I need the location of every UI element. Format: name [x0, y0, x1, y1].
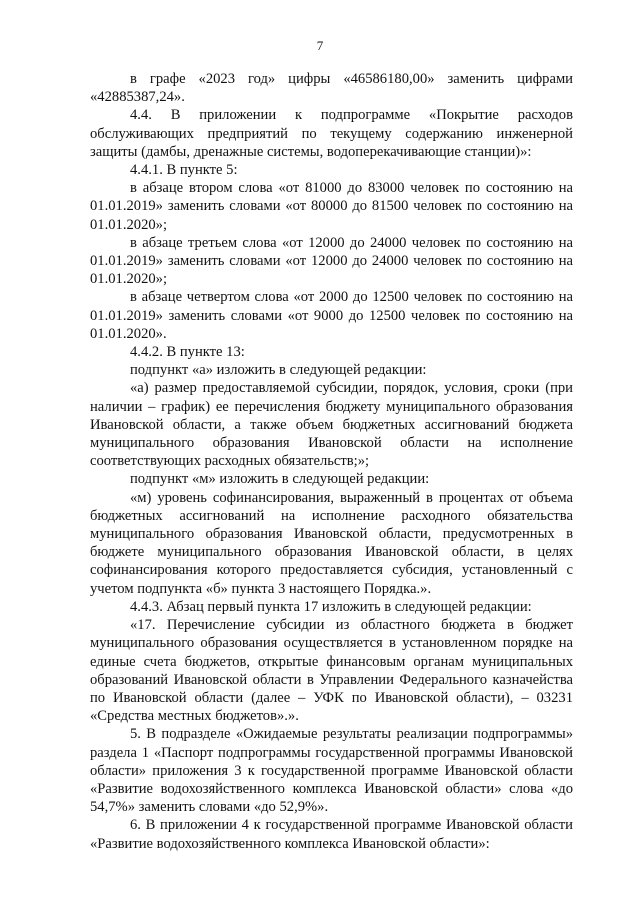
- paragraph: 4.4.2. В пункте 13:: [130, 344, 245, 361]
- paragraph: 4.4.1. В пункте 5:: [130, 162, 238, 179]
- paragraph: «а) размер предоставляемой субсидии, порядок, условия, сроки (при наличии – график) ее перечисления бюджету муниципального образования Ивановской области, а также объем бюджетных ассигнований бюджета муниципального образования Ивановской области на исполнение соответствующих расходных обязательств;»;: [90, 380, 573, 470]
- paragraph: в абзаце третьем слова «от 12000 до 24000 человек по состоянию на 01.01.2019» заменить словами «от 12000 до 24000 человек по состоянию на 01.01.2020»;: [90, 234, 573, 288]
- paragraph: «17. Перечисление субсидии из областного бюджета в бюджет муниципального образования осуществляется в установленном порядке на единые счета бюджетов, открытые финансовым органам муниципальных образований Ивановской области в Управлении Федерального казначейства по Ивановской области (далее – УФК по Ивановской области), – 03231 «Средства местных бюджетов».».: [90, 617, 573, 725]
- paragraph: 4.4.3. Абзац первый пункта 17 изложить в следующей редакции:: [130, 598, 532, 615]
- paragraph: подпункт «м» изложить в следующей редакции:: [130, 471, 430, 488]
- paragraph: 5. В подразделе «Ожидаемые результаты реализации подпрограммы» раздела 1 «Паспорт подпрограммы государственной программы Ивановской области» приложения 3 к государственной программе Ивановской области «Развитие водохозяйственного комплекса Ивановской области» слова «до 54,7%» заменить словами «до 52,9%».: [90, 726, 573, 816]
- paragraph: в абзаце втором слова «от 81000 до 83000 человек по состоянию на 01.01.2019» заменить словами «от 80000 до 81500 человек по состоянию на 01.01.2020»;: [90, 180, 573, 233]
- paragraph: в графе «2023 год» цифры «46586180,00» заменить цифрами «42885387,24».: [90, 71, 573, 106]
- page-number: 7: [316, 38, 324, 53]
- paragraph: «м) уровень софинансирования, выраженный в процентах от объема бюджетных ассигнований на исполнение расходного обязательства муниципального образования Ивановской области, предусмотренных в бюджете муниципального образования Ивановской области, в целях софинансирования которого предоставляется субсидия, установленный с учетом подпункта «б» пункта 3 настоящего Порядка.».: [90, 489, 573, 597]
- document-body: [90, 70, 573, 853]
- paragraph: 4.4. В приложении к подпрограмме «Покрытие расходов обслуживающих предприятий по текущему содержанию инженерной защиты (дамбы, дренажные системы, водоперекачивающие станции)»:: [90, 107, 573, 160]
- paragraph: 6. В приложении 4 к государственной программе Ивановской области «Развитие водохозяйственного комплекса Ивановской области»:: [90, 817, 573, 852]
- paragraph: подпункт «а» изложить в следующей редакции:: [130, 362, 427, 379]
- paragraph: в абзаце четвертом слова «от 2000 до 12500 человек по состоянию на 01.01.2019» заменить словами «от 9000 до 12500 человек по состоянию на 01.01.2020».: [90, 289, 573, 342]
